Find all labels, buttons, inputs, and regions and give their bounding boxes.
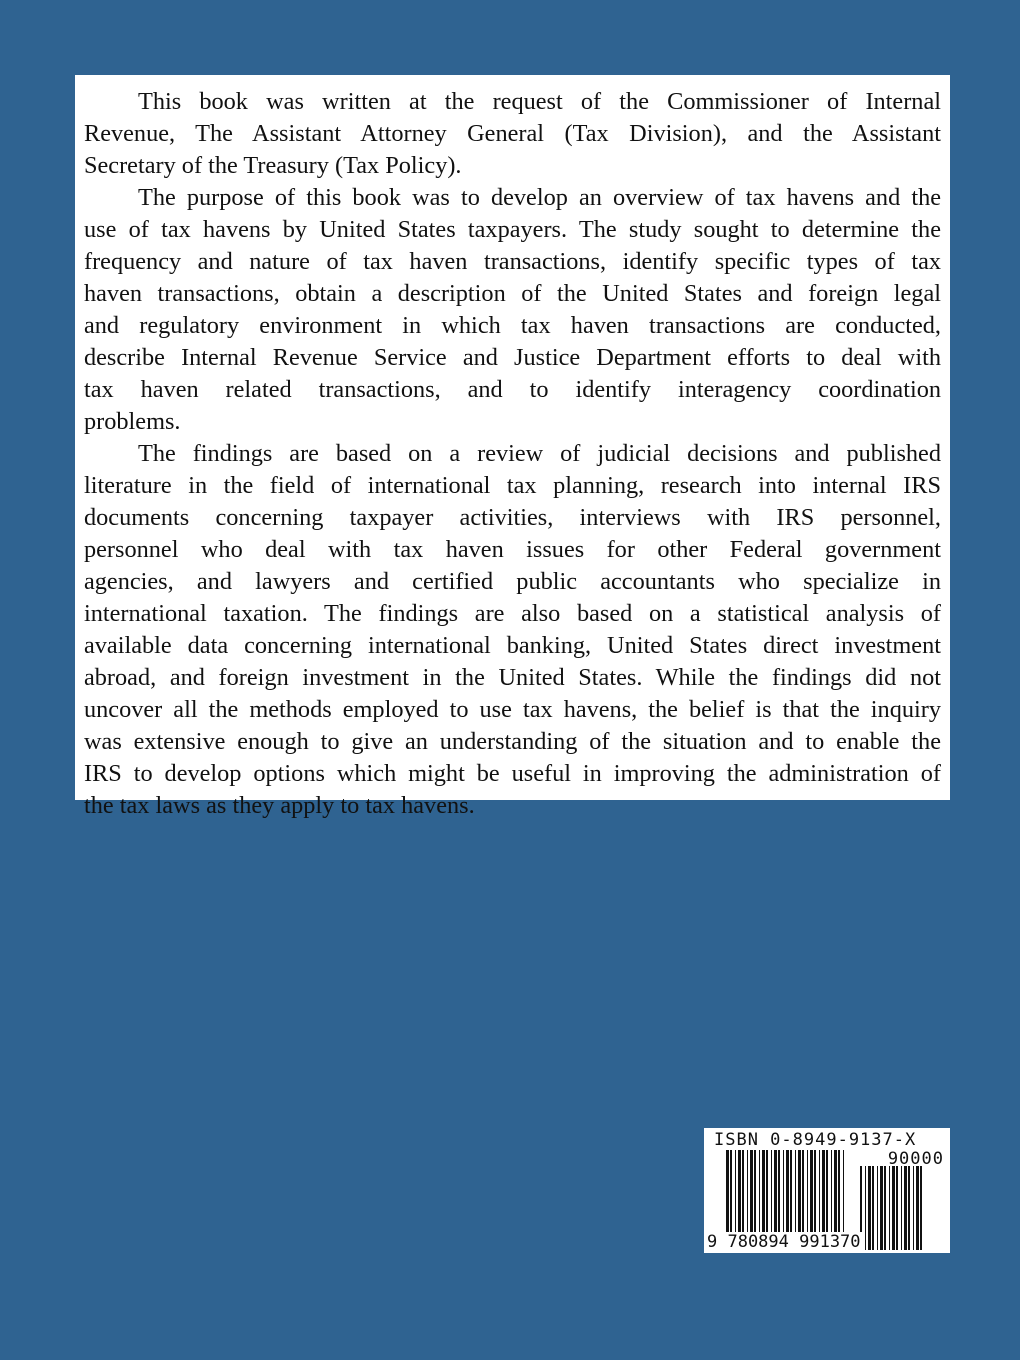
text-line: frequency and nature of tax haven transactions, identify specific types of tax: [84, 248, 941, 275]
text-line: was extensive enough to give an understanding of the situation and to enable the: [84, 728, 941, 755]
text-line: haven transactions, obtain a description of the United States and foreign legal: [84, 280, 941, 307]
barcode-bar: [868, 1166, 871, 1250]
paragraph: [84, 182, 941, 438]
blurb-text-box: [75, 75, 950, 819]
text-line: available data concerning international banking, United States direct investment: [84, 632, 941, 659]
barcode-bar: [892, 1166, 895, 1250]
barcode-bar: [916, 1166, 919, 1250]
text-line: The purpose of this book was to develop an overview of tax havens and the: [138, 184, 941, 211]
text-line: documents concerning taxpayer activities, interviews with IRS personnel,: [84, 504, 941, 531]
text-line: international taxation. The findings are also based on a statistical analysis of: [84, 600, 941, 627]
text-line: tax haven related transactions, and to identify interagency coordination: [84, 376, 941, 403]
barcode-bar: [920, 1166, 922, 1250]
text-line: Revenue, The Assistant Attorney General (Tax Division), and the Assistant: [84, 120, 941, 147]
text-line: use of tax havens by United States taxpayers. The study sought to determine the: [84, 216, 941, 243]
text-line: Secretary of the Treasury (Tax Policy).: [84, 152, 462, 179]
barcode-bar: [880, 1166, 883, 1250]
text-line: IRS to develop options which might be useful in improving the administration of: [84, 760, 941, 787]
barcode-bar: [908, 1166, 910, 1250]
barcode-bar: [913, 1166, 914, 1250]
barcode-bar: [884, 1166, 886, 1250]
text-line: literature in the field of international tax planning, research into internal IRS: [84, 472, 941, 499]
paragraph: [84, 86, 941, 182]
barcode-bar: [901, 1166, 902, 1250]
text-line: and regulatory environment in which tax haven transactions are conducted,: [84, 312, 941, 339]
text-line: agencies, and lawyers and certified public accountants who specialize in: [84, 568, 941, 595]
barcode-bar: [865, 1166, 866, 1250]
price-code: 90000: [887, 1149, 944, 1169]
ean-number: 9 780894 991370: [707, 1232, 861, 1252]
paragraph: [84, 438, 941, 822]
barcode-bar: [904, 1166, 907, 1250]
barcode-bar: [872, 1166, 874, 1250]
text-line: the tax laws as they apply to tax havens.: [84, 792, 475, 819]
text-line: describe Internal Revenue Service and Justice Department efforts to deal with: [84, 344, 941, 371]
text-line: This book was written at the request of the Commissioner of Internal: [138, 88, 941, 115]
text-line: abroad, and foreign investment in the United States. While the findings did not: [84, 664, 941, 691]
barcode-bar: [877, 1166, 878, 1250]
text-line: personnel who deal with tax haven issues for other Federal government: [84, 536, 941, 563]
isbn-barcode: [704, 1128, 950, 1253]
text-line: uncover all the methods employed to use tax havens, the belief is that the inquiry: [84, 696, 941, 723]
text-line: problems.: [84, 408, 181, 435]
text-line: The findings are based on a review of judicial decisions and published: [138, 440, 941, 467]
isbn-label: ISBN 0-8949-9137-X: [714, 1130, 917, 1150]
barcode-bar: [896, 1166, 898, 1250]
barcode-bar: [889, 1166, 890, 1250]
